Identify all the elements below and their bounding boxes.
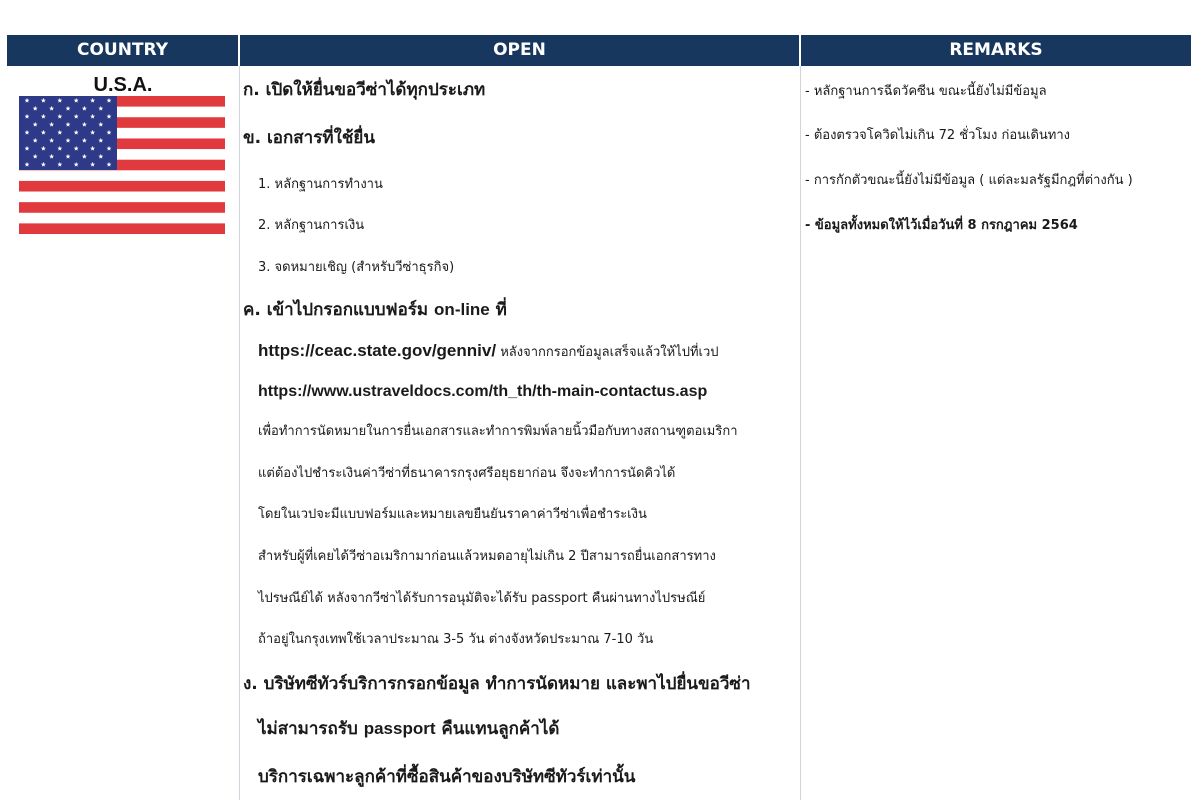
open-item-c-detail: สำหรับผู้ที่เคยได้วีซ่าอเมริกามาก่อนแล้วหมดอายุไม่เกิน 2 ปีสามารถยื่นเอกสารทาง <box>258 549 716 564</box>
ceac-url[interactable]: https://ceac.state.gov/genniv/ <box>258 341 497 360</box>
table-header-row <box>7 35 1191 66</box>
open-item-d: ง. บริษัทซีทัวร์บริการกรอกข้อมูล ทำการนัดหมาย และพาไปยื่นขอวีซ่า <box>243 674 751 694</box>
online-label: on-line <box>434 300 490 319</box>
remark-item: - การกักตัวขณะนี้ยังไม่มีข้อมูล ( แต่ละมลรัฐมีกฎที่ต่างกัน ) <box>805 173 1133 188</box>
open-item-c-detail: แต่ต้องไปชำระเงินค่าวีซ่าที่ธนาคารกรุงศรีอยุธยาก่อน จึงจะทำการนัดคิวได้ <box>258 466 676 481</box>
header-open: OPEN <box>493 40 546 60</box>
usa-flag-icon <box>19 96 225 234</box>
document-list-item: 3. จดหมายเชิญ (สำหรับวีซ่าธุรกิจ) <box>258 260 455 275</box>
open-item-d-line3: บริการเฉพาะลูกค้าที่ซื้อสินค้าของบริษัทซีทัวร์เท่านั้น <box>258 767 636 787</box>
open-item-b: ข. เอกสารที่ใช้ยื่น <box>243 128 375 148</box>
column-divider <box>239 66 240 800</box>
ustraveldocs-url[interactable]: https://www.ustraveldocs.com/th_th/th-main-contactus.asp <box>258 383 708 400</box>
open-item-d-suffix: คืนแทนลูกค้าได้ <box>435 719 560 739</box>
open-item-c-detail: เพื่อทำการนัดหมายในการยื่นเอกสารและทำการพิมพ์ลายนิ้วมือกับทางสถานฑูตอเมริกา <box>258 424 738 439</box>
remark-item: - ต้องตรวจโควิดไม่เกิน 72 ชั่วโมง ก่อนเดินทาง <box>805 128 1071 143</box>
ceac-url-followup: หลังจากกรอกข้อมูลเสร็จแล้วให้ไปที่เวป <box>496 345 719 360</box>
document-list-item: 2. หลักฐานการเงิน <box>258 218 365 233</box>
column-divider <box>800 66 801 800</box>
passport-label: passport <box>363 719 436 738</box>
open-item-c-suffix: ที่ <box>489 300 507 320</box>
open-item-c-prefix: ค. เข้าไปกรอกแบบฟอร์ม <box>243 300 435 320</box>
open-item-c-detail: ถ้าอยู่ในกรุงเทพใช้เวลาประมาณ 3-5 วัน ต่างจังหวัดประมาณ 7-10 วัน <box>258 632 654 647</box>
header-country: COUNTRY <box>76 40 169 60</box>
document-list-item: 1. หลักฐานการทำงาน <box>258 177 383 192</box>
open-item-d-prefix: ไม่สามารถรับ <box>258 719 364 739</box>
open-item-c-detail: โดยในเวปจะมีแบบฟอร์มและหมายเลขยืนยันราคาค่าวีซ่าเพื่อชำระเงิน <box>258 507 647 522</box>
remark-item: - ข้อมูลทั้งหมดให้ไว้เมื่อวันที่ 8 กรกฎาคม 2564 <box>805 218 1078 233</box>
header-remarks: REMARKS <box>949 40 1043 60</box>
open-item-c-detail: ไปรษณีย์ได้ หลังจากวีซ่าได้รับการอนุมัติจะได้รับ passport คืนผ่านทางไปรษณีย์ <box>258 591 706 606</box>
country-name: U.S.A. <box>93 74 153 96</box>
open-item-a: ก. เปิดให้ยื่นขอวีซ่าได้ทุกประเภท <box>243 80 486 100</box>
remark-item: - หลักฐานการฉีดวัคซีน ขณะนี้ยังไม่มีข้อมูล <box>805 84 1047 99</box>
